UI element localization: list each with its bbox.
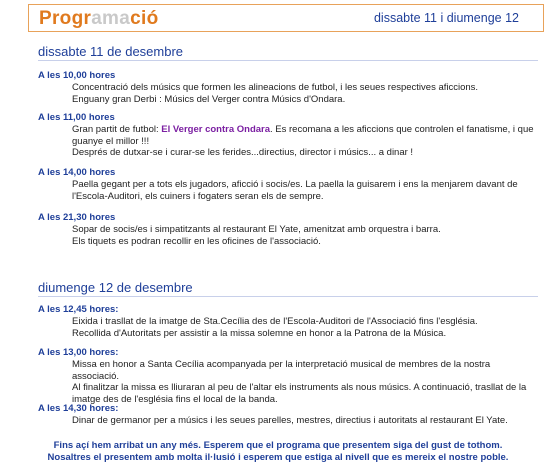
event-line: Paella gegant per a tots els jugadors, aficció i socis/es. La paella la guisarem i ens la menjarem davant de (72, 179, 518, 190)
event-description (72, 415, 538, 427)
event-line: Els tiquets es podran recollir en les oficines de l'associació. (72, 235, 321, 247)
event-line: Concentració dels músics que formen les alineacions de futbol, i les seues respectives aficcions. (72, 82, 479, 93)
title-part-2: ama (91, 8, 131, 29)
title-part-1: Progr (39, 8, 92, 29)
event-time: A les 11,00 hores (38, 112, 115, 123)
event-time: A les 14,30 hores: (38, 403, 119, 414)
day-divider (38, 296, 538, 297)
closing-line: Nosaltres el presentem amb molta il·lusió i esperem que estiga al nivell que es mereix el nostre poble. (47, 451, 509, 463)
day-heading-sunday: diumenge 12 de desembre (38, 280, 193, 295)
event-sun-3 (38, 403, 538, 427)
event-time: A les 13,00 hores: (38, 347, 119, 358)
event-sat-2 (38, 112, 538, 159)
event-time: A les 21,30 hores (38, 212, 116, 223)
event-line: Enguany gran Derbi : Músics del Verger contra Músics d'Ondara. (72, 93, 346, 105)
event-line (72, 124, 538, 147)
event-line: l'Escola-Auditori, els cuiners i fogaters seran els de sempre. (72, 190, 324, 202)
event-line: Després de dutxar-se i curar-se les ferides...directius, director i músics... a dinar ! (72, 147, 414, 158)
event-line: Sopar de socis/es i simpatitzants al restaurant El Yate, amenitzat amb orquestra i barra. (72, 224, 441, 235)
event-sat-1 (38, 70, 538, 105)
event-sun-1 (38, 304, 538, 339)
event-description (72, 82, 538, 105)
event-text: . Es recomana a les aficcions que controlen el fanatisme, i que guanye el millor !!! (72, 124, 534, 147)
closing-message (8, 440, 548, 463)
program-title (39, 8, 158, 30)
event-description (72, 124, 538, 159)
event-line: Recollida d'Autoritats per assistir a la missa solemne en honor a la Patrona de la Música. (72, 327, 447, 339)
event-description (72, 316, 538, 339)
event-line: Al finalitzar la missa es lliuraran al peu de l'altar els instruments als nous músics. A continuació, trasllat de la (72, 382, 527, 393)
event-description (72, 224, 538, 247)
event-description (72, 179, 538, 202)
day-divider (38, 60, 538, 61)
event-line: Eixida i trasllat de la imatge de Sta.Cecília des de l'Escola-Auditori de l'Associació fins l'església. (72, 316, 478, 327)
event-sat-3 (38, 167, 538, 202)
event-sun-2 (38, 347, 538, 405)
event-line: imatge des de l'església fins el local de la banda. (72, 393, 278, 405)
event-description (72, 359, 538, 405)
event-line: Missa en honor a Santa Cecília acompanyada per la interpretació musical de membres de la nostra associació. (72, 359, 491, 382)
closing-line: Fins açí hem arribat un any més. Esperem que el programa que presentem siga del gust de tothom. (53, 440, 503, 451)
event-line: Dinar de germanor per a músics i les seues parelles, mestres, directius i autoritats al restaurant El Yate. (72, 415, 508, 426)
event-time: A les 12,45 hores: (38, 304, 119, 315)
match-highlight: El Verger contra Ondara (161, 124, 271, 135)
header-dates: dissabte 11 i diumenge 12 (373, 11, 519, 25)
event-sat-4 (38, 212, 538, 247)
program-header (28, 4, 544, 32)
day-heading-saturday: dissabte 11 de desembre (38, 44, 184, 59)
event-time: A les 14,00 hores (38, 167, 116, 178)
event-text: Gran partit de futbol: (72, 124, 162, 135)
title-part-3: ció (130, 8, 159, 29)
event-time: A les 10,00 hores (38, 70, 116, 81)
